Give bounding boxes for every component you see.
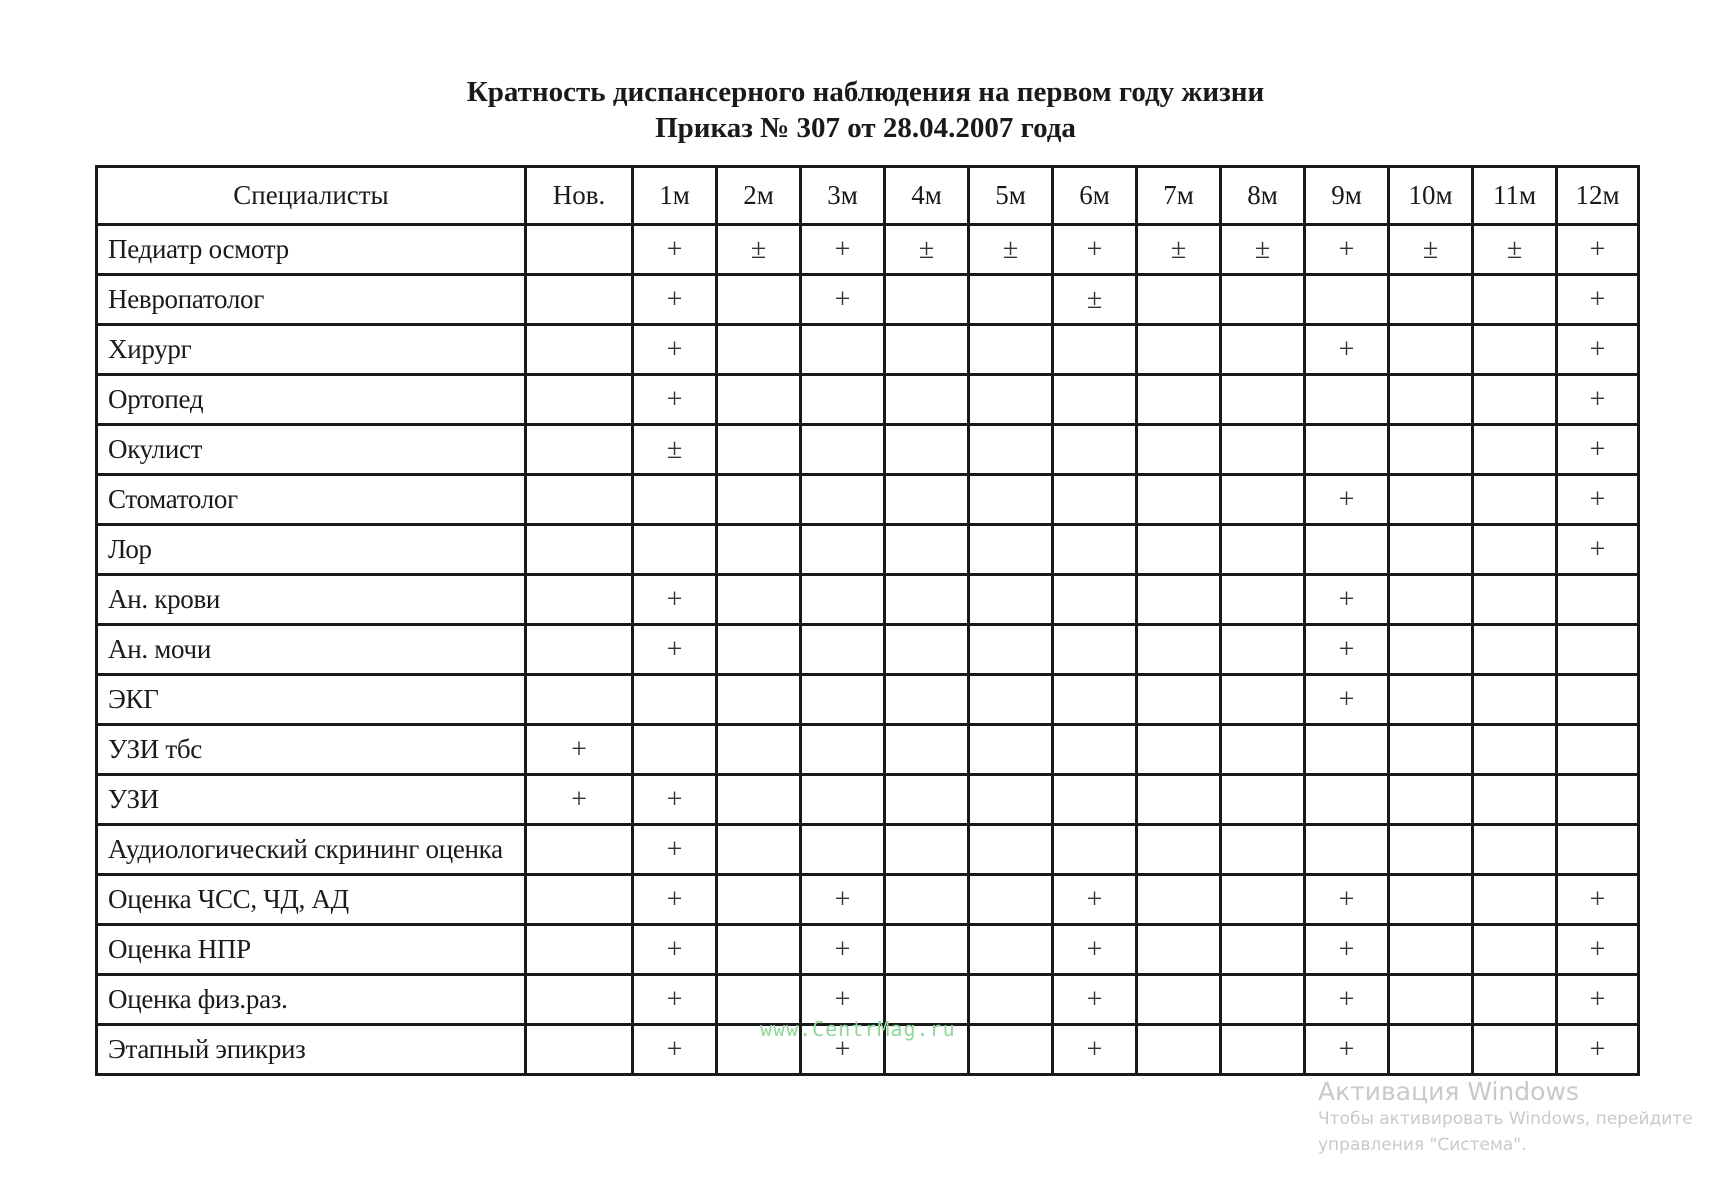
schedule-cell [885, 675, 969, 725]
schedule-cell [1221, 975, 1305, 1025]
schedule-cell: + [1305, 975, 1389, 1025]
schedule-cell: + [801, 975, 885, 1025]
schedule-cell [1053, 475, 1137, 525]
schedule-cell [801, 675, 885, 725]
schedule-cell [1473, 375, 1557, 425]
table-row [97, 375, 1639, 425]
schedule-cell [1473, 325, 1557, 375]
schedule-cell [1221, 825, 1305, 875]
schedule-cell [1389, 375, 1473, 425]
column-header-specialists: Специалисты [97, 167, 526, 225]
schedule-cell: + [1557, 375, 1639, 425]
schedule-cell [526, 475, 633, 525]
schedule-cell: + [1557, 875, 1639, 925]
schedule-cell [885, 875, 969, 925]
specialist-name: Оценка ЧСС, ЧД, АД [97, 875, 526, 925]
schedule-cell [969, 425, 1053, 475]
schedule-cell [717, 625, 801, 675]
schedule-cell [1389, 875, 1473, 925]
schedule-cell: + [801, 875, 885, 925]
table-row [97, 575, 1639, 625]
schedule-cell [969, 775, 1053, 825]
schedule-cell: + [633, 275, 717, 325]
table-row [97, 725, 1639, 775]
schedule-cell [1221, 775, 1305, 825]
schedule-cell [801, 575, 885, 625]
specialist-name: УЗИ тбс [97, 725, 526, 775]
schedule-cell: + [1305, 875, 1389, 925]
column-header-period: 3м [801, 167, 885, 225]
schedule-cell [801, 725, 885, 775]
schedule-cell: ± [1221, 225, 1305, 275]
schedule-cell [1389, 525, 1473, 575]
schedule-cell [1389, 975, 1473, 1025]
schedule-cell: + [801, 925, 885, 975]
schedule-cell [969, 625, 1053, 675]
schedule-cell [526, 325, 633, 375]
activation-heading: Активация Windows [1318, 1077, 1579, 1106]
specialist-name: Ортопед [97, 375, 526, 425]
schedule-cell [1137, 875, 1221, 925]
schedule-cell [717, 875, 801, 925]
schedule-cell [1053, 625, 1137, 675]
schedule-cell: + [1557, 475, 1639, 525]
schedule-cell [969, 525, 1053, 575]
column-header-period: 9м [1305, 167, 1389, 225]
column-header-period: Нов. [526, 167, 633, 225]
schedule-cell [1137, 975, 1221, 1025]
schedule-cell [1053, 675, 1137, 725]
activation-line-1: Чтобы активировать Windows, перейдите [1318, 1109, 1693, 1129]
schedule-cell [885, 375, 969, 425]
schedule-cell [885, 575, 969, 625]
schedule-cell [1473, 625, 1557, 675]
schedule-cell [1473, 1025, 1557, 1075]
table-row [97, 875, 1639, 925]
schedule-cell [885, 525, 969, 575]
schedule-cell: + [1305, 675, 1389, 725]
schedule-cell [717, 325, 801, 375]
schedule-cell [1473, 925, 1557, 975]
schedule-cell [1053, 775, 1137, 825]
schedule-cell [1221, 325, 1305, 375]
schedule-cell [717, 775, 801, 825]
schedule-cell [717, 375, 801, 425]
schedule-cell: + [1053, 225, 1137, 275]
specialist-name: Ан. мочи [97, 625, 526, 675]
schedule-cell [633, 475, 717, 525]
schedule-cell [1137, 675, 1221, 725]
schedule-cell [885, 775, 969, 825]
schedule-cell [526, 1025, 633, 1075]
specialist-name: Лор [97, 525, 526, 575]
schedule-cell: ± [1137, 225, 1221, 275]
schedule-cell [1137, 1025, 1221, 1075]
schedule-cell [1221, 875, 1305, 925]
schedule-cell: + [633, 775, 717, 825]
schedule-cell: + [526, 725, 633, 775]
schedule-cell [1137, 925, 1221, 975]
schedule-cell [1305, 525, 1389, 575]
schedule-cell [1557, 825, 1639, 875]
schedule-cell: + [1053, 925, 1137, 975]
schedule-cell [1305, 275, 1389, 325]
schedule-cell: + [1305, 325, 1389, 375]
schedule-cell [1221, 725, 1305, 775]
schedule-cell: + [801, 1025, 885, 1075]
schedule-cell [1221, 375, 1305, 425]
schedule-cell [885, 925, 969, 975]
column-header-period: 6м [1053, 167, 1137, 225]
schedule-cell [1305, 775, 1389, 825]
table-row [97, 925, 1639, 975]
schedule-cell [717, 925, 801, 975]
observation-schedule-table [95, 165, 1640, 1076]
schedule-cell: + [633, 1025, 717, 1075]
schedule-cell: ± [885, 225, 969, 275]
schedule-cell [1473, 275, 1557, 325]
schedule-cell [1305, 725, 1389, 775]
column-header-period: 7м [1137, 167, 1221, 225]
schedule-cell: + [633, 575, 717, 625]
schedule-cell [1305, 825, 1389, 875]
schedule-cell [1557, 625, 1639, 675]
schedule-cell: + [1053, 975, 1137, 1025]
column-header-period: 4м [885, 167, 969, 225]
title-line-2: Приказ № 307 от 28.04.2007 года [655, 112, 1076, 144]
schedule-cell [1221, 525, 1305, 575]
column-header-period: 8м [1221, 167, 1305, 225]
schedule-cell: + [1305, 475, 1389, 525]
table-row [97, 775, 1639, 825]
schedule-cell [717, 675, 801, 725]
schedule-cell: + [633, 375, 717, 425]
schedule-cell [1221, 925, 1305, 975]
schedule-cell: + [633, 625, 717, 675]
schedule-cell [885, 725, 969, 775]
schedule-cell [1389, 725, 1473, 775]
schedule-cell [969, 925, 1053, 975]
schedule-cell [969, 475, 1053, 525]
specialist-name: Невропатолог [97, 275, 526, 325]
activation-line-2: управления "Система". [1318, 1135, 1527, 1155]
schedule-cell [526, 875, 633, 925]
schedule-cell [1473, 475, 1557, 525]
schedule-cell: + [1305, 575, 1389, 625]
schedule-cell [526, 375, 633, 425]
schedule-cell: ± [969, 225, 1053, 275]
schedule-cell [1389, 1025, 1473, 1075]
schedule-cell [1473, 825, 1557, 875]
schedule-cell [801, 325, 885, 375]
schedule-cell [1137, 275, 1221, 325]
schedule-cell: + [1053, 875, 1137, 925]
schedule-cell [885, 475, 969, 525]
schedule-cell [969, 875, 1053, 925]
schedule-cell [1389, 925, 1473, 975]
schedule-cell [1137, 425, 1221, 475]
schedule-cell [1389, 825, 1473, 875]
schedule-cell [885, 425, 969, 475]
specialist-name: Аудиологический скрининг оценка [97, 825, 526, 875]
table-row [97, 275, 1639, 325]
schedule-cell [633, 675, 717, 725]
schedule-cell [1389, 625, 1473, 675]
schedule-cell [1053, 725, 1137, 775]
schedule-cell: + [633, 975, 717, 1025]
schedule-cell: + [1557, 225, 1639, 275]
schedule-cell: + [1305, 625, 1389, 675]
schedule-cell: + [1557, 325, 1639, 375]
schedule-cell: + [1557, 925, 1639, 975]
schedule-cell [1137, 775, 1221, 825]
schedule-cell [1389, 275, 1473, 325]
specialist-name: Ан. крови [97, 575, 526, 625]
schedule-cell [526, 275, 633, 325]
schedule-cell: + [1557, 1025, 1639, 1075]
schedule-cell [1473, 425, 1557, 475]
schedule-cell [1389, 675, 1473, 725]
schedule-cell [717, 575, 801, 625]
schedule-cell [1221, 275, 1305, 325]
schedule-cell [969, 375, 1053, 425]
schedule-cell [1389, 475, 1473, 525]
schedule-cell [1389, 575, 1473, 625]
schedule-cell [717, 425, 801, 475]
schedule-cell [1137, 525, 1221, 575]
schedule-cell [1473, 675, 1557, 725]
specialist-name: Окулист [97, 425, 526, 475]
table-row [97, 625, 1639, 675]
schedule-cell [1137, 325, 1221, 375]
schedule-cell [526, 825, 633, 875]
column-header-period: 1м [633, 167, 717, 225]
schedule-cell [1221, 475, 1305, 525]
schedule-cell [801, 525, 885, 575]
schedule-cell [1473, 525, 1557, 575]
specialist-name: Педиатр осмотр [97, 225, 526, 275]
schedule-cell [1053, 325, 1137, 375]
schedule-cell: + [1053, 1025, 1137, 1075]
schedule-cell: + [633, 875, 717, 925]
schedule-cell: ± [633, 425, 717, 475]
schedule-cell: + [1557, 525, 1639, 575]
schedule-cell [801, 775, 885, 825]
schedule-cell [969, 325, 1053, 375]
schedule-cell [969, 575, 1053, 625]
table-row [97, 425, 1639, 475]
schedule-cell [801, 625, 885, 675]
schedule-cell: + [1557, 425, 1639, 475]
schedule-cell [885, 825, 969, 875]
schedule-cell [801, 425, 885, 475]
document-title [0, 74, 1721, 146]
schedule-cell [1557, 575, 1639, 625]
specialist-name: УЗИ [97, 775, 526, 825]
table-header-row [97, 167, 1639, 225]
schedule-cell: + [1305, 225, 1389, 275]
schedule-cell: + [633, 925, 717, 975]
title-line-1: Кратность диспансерного наблюдения на первом году жизни [466, 76, 1265, 108]
schedule-cell [1389, 775, 1473, 825]
schedule-cell [1137, 625, 1221, 675]
schedule-cell [717, 275, 801, 325]
schedule-cell [885, 625, 969, 675]
schedule-cell [633, 525, 717, 575]
schedule-cell: + [633, 825, 717, 875]
specialist-name: Этапный эпикриз [97, 1025, 526, 1075]
schedule-cell [969, 1025, 1053, 1075]
schedule-cell: + [633, 325, 717, 375]
schedule-cell [1221, 425, 1305, 475]
schedule-cell [526, 675, 633, 725]
schedule-cell [1221, 1025, 1305, 1075]
specialist-name: Оценка НПР [97, 925, 526, 975]
schedule-cell [633, 725, 717, 775]
schedule-cell: + [526, 775, 633, 825]
schedule-cell [526, 925, 633, 975]
schedule-cell [1053, 425, 1137, 475]
schedule-cell [1137, 475, 1221, 525]
schedule-cell: + [1305, 1025, 1389, 1075]
table-row [97, 825, 1639, 875]
schedule-cell [801, 825, 885, 875]
schedule-cell: ± [717, 225, 801, 275]
schedule-cell [1305, 425, 1389, 475]
schedule-cell [1473, 575, 1557, 625]
schedule-cell [969, 275, 1053, 325]
specialist-name: Оценка физ.раз. [97, 975, 526, 1025]
schedule-cell [1053, 525, 1137, 575]
schedule-cell [1221, 625, 1305, 675]
site-watermark: www.CentrMag.ru [760, 1017, 956, 1041]
schedule-cell [1221, 675, 1305, 725]
specialist-name: Хирург [97, 325, 526, 375]
schedule-cell [1305, 375, 1389, 425]
schedule-cell [526, 225, 633, 275]
schedule-cell: + [801, 275, 885, 325]
column-header-period: 10м [1389, 167, 1473, 225]
schedule-cell [1053, 825, 1137, 875]
table-row [97, 675, 1639, 725]
schedule-cell [1557, 775, 1639, 825]
schedule-cell [1557, 675, 1639, 725]
schedule-cell: + [801, 225, 885, 275]
schedule-cell [1137, 375, 1221, 425]
schedule-cell [1053, 375, 1137, 425]
table-row [97, 475, 1639, 525]
schedule-cell [1473, 975, 1557, 1025]
schedule-cell [1389, 325, 1473, 375]
schedule-cell [1557, 725, 1639, 775]
schedule-cell [885, 275, 969, 325]
schedule-cell [526, 425, 633, 475]
schedule-cell [969, 675, 1053, 725]
table-row [97, 325, 1639, 375]
schedule-cell [969, 825, 1053, 875]
column-header-period: 2м [717, 167, 801, 225]
schedule-cell [1473, 875, 1557, 925]
windows-activation-notice [1318, 1078, 1693, 1158]
schedule-cell [1221, 575, 1305, 625]
specialist-name: ЭКГ [97, 675, 526, 725]
schedule-cell: ± [1389, 225, 1473, 275]
schedule-cell [1473, 725, 1557, 775]
column-header-period: 12м [1557, 167, 1639, 225]
schedule-cell [885, 325, 969, 375]
schedule-cell: ± [1473, 225, 1557, 275]
column-header-period: 5м [969, 167, 1053, 225]
schedule-cell: + [1557, 975, 1639, 1025]
schedule-cell [1473, 775, 1557, 825]
specialist-name: Стоматолог [97, 475, 526, 525]
schedule-cell: ± [1053, 275, 1137, 325]
table-row [97, 525, 1639, 575]
schedule-cell [526, 525, 633, 575]
schedule-cell [1053, 575, 1137, 625]
schedule-cell [526, 575, 633, 625]
schedule-cell: + [1557, 275, 1639, 325]
schedule-cell [1137, 575, 1221, 625]
schedule-cell [1389, 425, 1473, 475]
schedule-cell [717, 475, 801, 525]
schedule-cell: + [633, 225, 717, 275]
schedule-cell [717, 725, 801, 775]
schedule-cell [526, 625, 633, 675]
schedule-cell [717, 525, 801, 575]
schedule-cell [801, 475, 885, 525]
column-header-period: 11м [1473, 167, 1557, 225]
schedule-cell [717, 825, 801, 875]
schedule-cell [1137, 725, 1221, 775]
schedule-cell [801, 375, 885, 425]
schedule-cell [1137, 825, 1221, 875]
schedule-cell [526, 975, 633, 1025]
schedule-cell [969, 975, 1053, 1025]
schedule-cell [969, 725, 1053, 775]
table-row [97, 225, 1639, 275]
schedule-cell: + [1305, 925, 1389, 975]
